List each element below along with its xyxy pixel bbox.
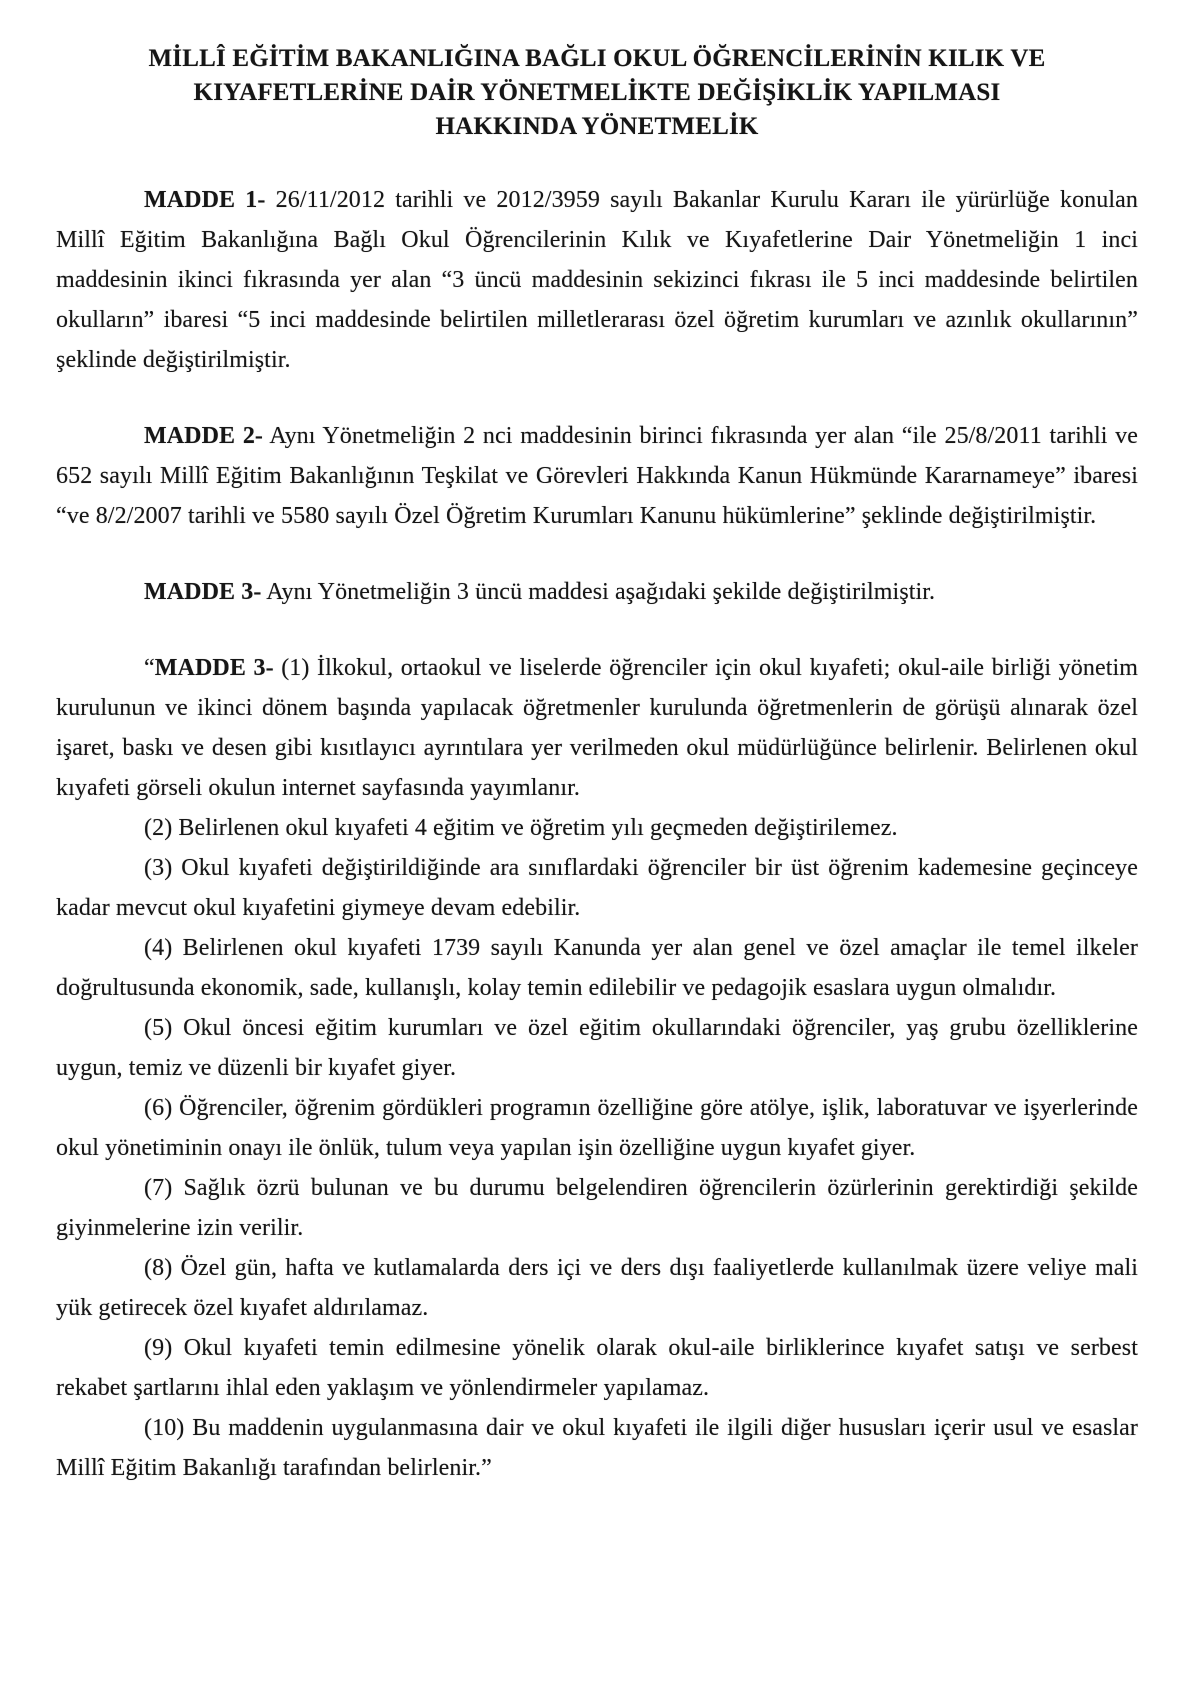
quoted-madde-3-label: MADDE 3- bbox=[154, 655, 274, 681]
paragraph-text: (3) Okul kıyafeti değiştirildiğinde ara sınıflardaki öğrenciler bir üst öğrenim kademesine geçinceye kadar mevcut okul kıyafetini giymeye devam edebilir. bbox=[56, 855, 1138, 921]
paragraph-item-7 bbox=[56, 1168, 1138, 1248]
paragraph-madde-1 bbox=[56, 180, 1138, 380]
madde-3-label: MADDE 3- bbox=[144, 579, 262, 605]
paragraph-text: (1) İlkokul, ortaokul ve liselerde öğrenciler için okul kıyafeti; okul-aile birliği yönetim kurulunun ve ikinci dönem başında yapılacak öğretmenler kurulunda öğretmenlerin de görüşü alınarak özel işaret, baskı ve desen gibi kısıtlayıcı ayrıntılara yer verilmeden okul müdürlüğünce belirlenir. Belirlenen okul kıyafeti görseli okulun internet sayfasında yayımlanır. bbox=[56, 655, 1138, 801]
title-line-2: KIYAFETLERİNE DAİR YÖNETMELİKTE DEĞİŞİKLİK YAPILMASI bbox=[193, 79, 1001, 106]
paragraph-madde-2 bbox=[56, 416, 1138, 536]
madde-1-label: MADDE 1- bbox=[144, 187, 266, 213]
paragraph-text: (6) Öğrenciler, öğrenim gördükleri programın özelliğine göre atölye, işlik, laboratuvar ve işyerlerinde okul yönetiminin onayı ile önlük, tulum veya yapılan işin özelliğine uygun kıyafet giyer. bbox=[56, 1095, 1138, 1161]
paragraph-text: (2) Belirlenen okul kıyafeti 4 eğitim ve öğretim yılı geçmeden değiştirilemez. bbox=[144, 815, 898, 841]
paragraph-text: Aynı Yönetmeliğin 2 nci maddesinin birinci fıkrasında yer alan “ile 25/8/2011 tarihli ve 652 sayılı Millî Eğitim Bakanlığının Teşkilat ve Görevleri Hakkında Kanun Hükmünde Kararnameye” ibaresi “ve 8/2/2007 tarihli ve 5580 sayılı Özel Öğretim Kurumları Kanunu hükümlerine” şeklinde değiştirilmiştir. bbox=[56, 423, 1138, 529]
paragraph-text: (4) Belirlenen okul kıyafeti 1739 sayılı Kanunda yer alan genel ve özel amaçlar ile temel ilkeler doğrultusunda ekonomik, sade, kullanışlı, kolay temin edilebilir ve pedagojik esaslara uygun olmalıdır. bbox=[56, 935, 1138, 1001]
paragraph-text: (8) Özel gün, hafta ve kutlamalarda ders içi ve ders dışı faaliyetlerde kullanılmak üzere veliye mali yük getirecek özel kıyafet aldırılamaz. bbox=[56, 1255, 1138, 1321]
paragraph-madde-3 bbox=[56, 572, 1138, 612]
document-title bbox=[56, 42, 1138, 144]
paragraph-item-8 bbox=[56, 1248, 1138, 1328]
paragraph-text: Aynı Yönetmeliğin 3 üncü maddesi aşağıdaki şekilde değiştirilmiştir. bbox=[261, 579, 936, 605]
paragraph-item-6 bbox=[56, 1088, 1138, 1168]
paragraph-text: (10) Bu maddenin uygulanmasına dair ve okul kıyafeti ile ilgili diğer hususları içerir usul ve esaslar Millî Eğitim Bakanlığı tarafından belirlenir.” bbox=[56, 1415, 1138, 1481]
paragraph-item-9 bbox=[56, 1328, 1138, 1408]
paragraph-item-2 bbox=[56, 808, 1138, 848]
title-line-3: HAKKINDA YÖNETMELİK bbox=[435, 113, 759, 140]
paragraph-text: 26/11/2012 tarihli ve 2012/3959 sayılı Bakanlar Kurulu Kararı ile yürürlüğe konulan Millî Eğitim Bakanlığına Bağlı Okul Öğrencilerinin Kılık ve Kıyafetlerine Dair Yönetmeliğin 1 inci maddesinin ikinci fıkrasında yer alan “3 üncü maddesinin sekizinci fıkrası ile 5 inci maddesinde belirtilen okulların” ibaresi “5 inci maddesinde belirtilen milletlerarası özel öğretim kurumları ve azınlık okullarının” şeklinde değiştirilmiştir. bbox=[56, 187, 1138, 373]
paragraph-quoted-madde-3-item-1 bbox=[56, 648, 1138, 808]
madde-2-label: MADDE 2- bbox=[144, 423, 264, 449]
paragraph-item-5 bbox=[56, 1008, 1138, 1088]
paragraph-text: (7) Sağlık özrü bulunan ve bu durumu belgelendiren öğrencilerin özürlerinin gerektirdiği şekilde giyinmelerine izin verilir. bbox=[56, 1175, 1138, 1241]
paragraph-item-3 bbox=[56, 848, 1138, 928]
paragraph-text: (5) Okul öncesi eğitim kurumları ve özel eğitim okullarındaki öğrenciler, yaş grubu özelliklerine uygun, temiz ve düzenli bir kıyafet giyer. bbox=[56, 1015, 1138, 1081]
title-line-1: MİLLÎ EĞİTİM BAKANLIĞINA BAĞLI OKUL ÖĞRENCİLERİNİN KILIK VE bbox=[148, 45, 1046, 72]
paragraph-item-4 bbox=[56, 928, 1138, 1008]
paragraph-item-10 bbox=[56, 1408, 1138, 1488]
paragraph-pre: “ bbox=[144, 655, 155, 681]
paragraph-text: (9) Okul kıyafeti temin edilmesine yönelik olarak okul-aile birliklerince kıyafet satışı ve serbest rekabet şartlarını ihlal eden yaklaşım ve yönlendirmeler yapılamaz. bbox=[56, 1335, 1138, 1401]
